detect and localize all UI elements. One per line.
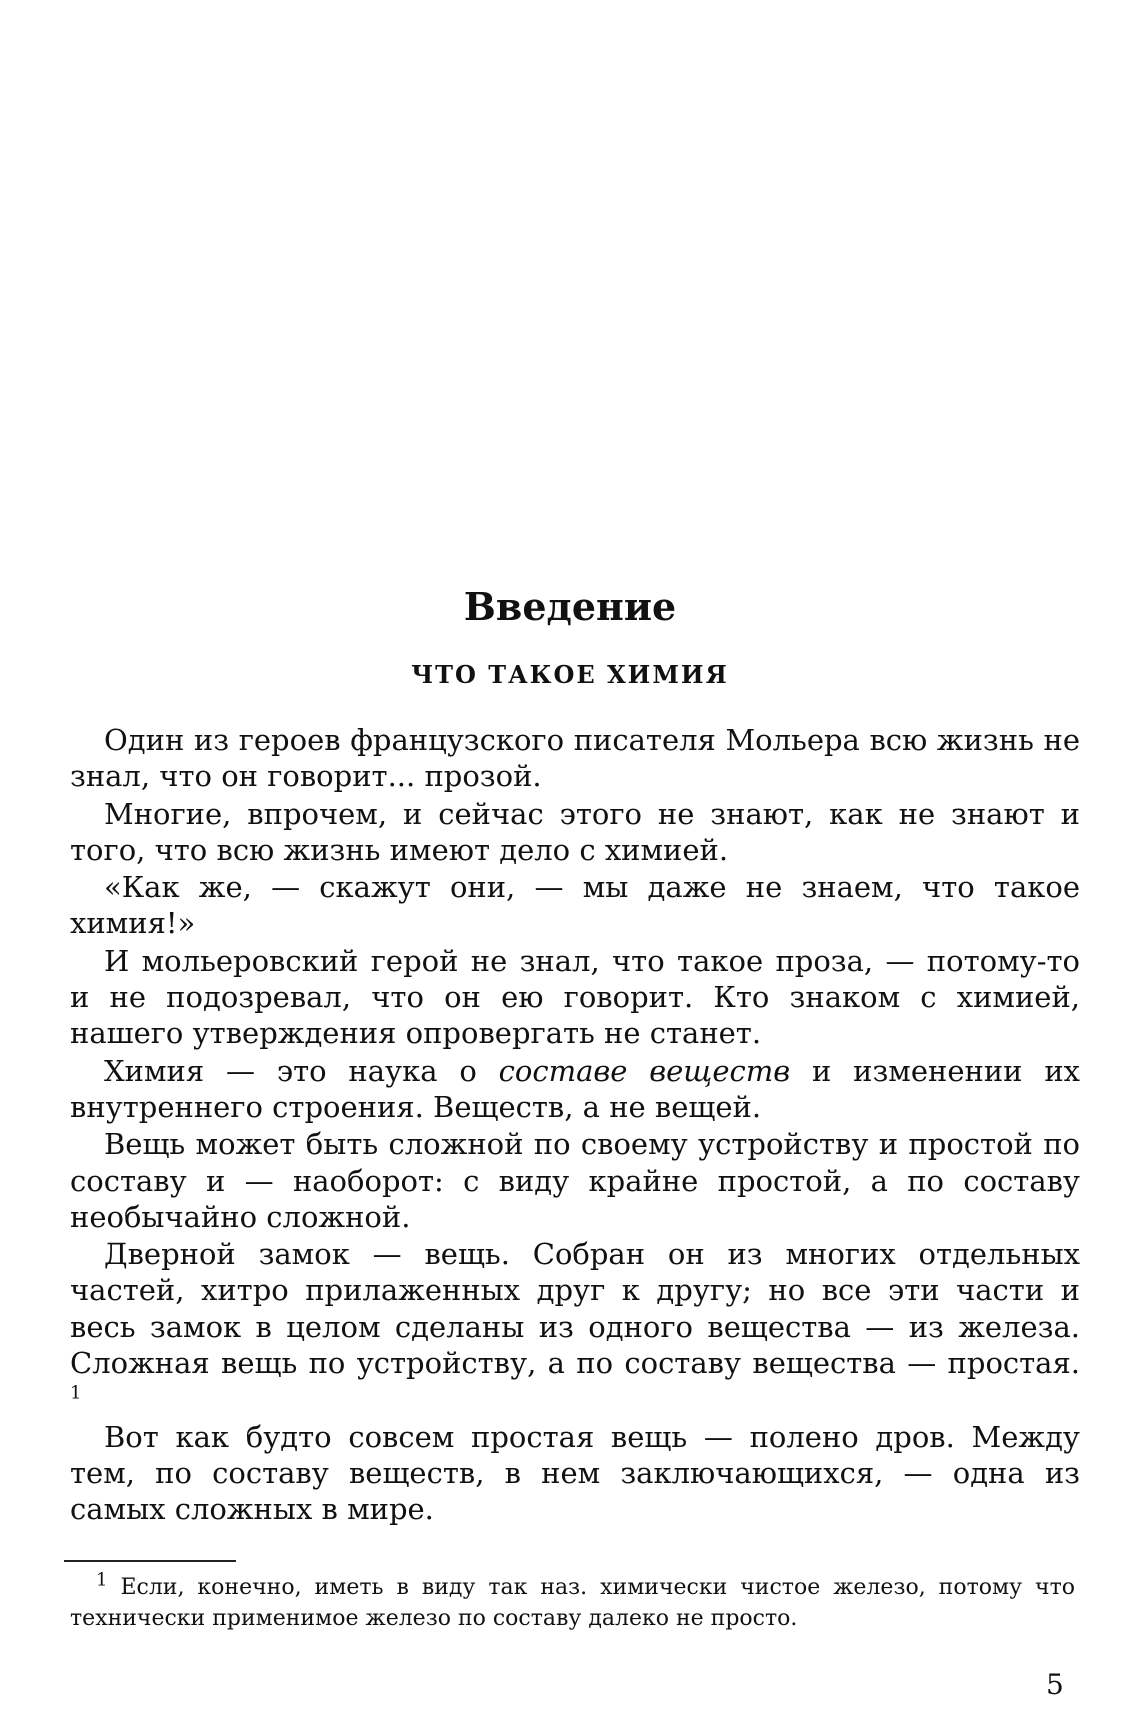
paragraph-4: И мольеровский герой не знал, что такое проза, — потому-то и не подозревал, что он ею говорит. Кто знаком с химией, нашего утверждения опровергать не станет. [70,943,1080,1051]
paragraph-1: Один из героев французского писателя Мольера всю жизнь не знал, что он говорит... прозой. [70,723,1080,794]
paragraph-8: Вот как будто совсем простая вещь — полено дров. Между тем, по составу веществ, в нем заключающихся, — одна из самых сложных в мире. [70,1419,1080,1527]
footnote [70,1569,1075,1634]
footnote-reference[interactable]: 1 [70,1382,82,1404]
body-text [70,722,1080,1529]
footnote-divider [64,1560,236,1562]
paragraph-3: «Как же, — скажут они, — мы даже не знаем, что такое химия!» [70,870,1080,941]
paragraph-5-end: и изменении их внутреннего строения. Веществ, а не вещей. [70,1053,1080,1124]
page-number: 5 [1046,1668,1064,1701]
paragraph-5 [70,1053,1080,1126]
paragraph-7 [70,1236,1080,1417]
paragraph-6: Вещь может быть сложной по своему устройству и простой по составу и — наоборот: с виду крайне простой, а по составу необычайно сложной. [70,1127,1080,1234]
paragraph-2: Многие, впрочем, и сейчас этого не знают, как не знают и того, что всю жизнь имеют дело с химией. [70,796,1080,867]
paragraph-5-start: Химия — это наука о [104,1053,499,1088]
section-subheading: ЧТО ТАКОЕ ХИМИЯ [411,660,729,689]
footnote-text: Если, конечно, иметь в виду так наз. химически чистое железо, потому что технически применимое железо по составу далеко не просто. [70,1575,1075,1631]
paragraph-7-text: Дверной замок — вещь. Собран он из многих отдельных частей, хитро прилаженных друг к другу; но все эти части и весь замок в целом сделаны из одного вещества — из железа. Сложная вещь по устройству, а по составу вещества — простая. [70,1237,1080,1381]
emphasis-composition: составе веществ [498,1053,791,1088]
chapter-heading: Введение [463,584,677,629]
footnote-marker: 1 [96,1569,108,1591]
